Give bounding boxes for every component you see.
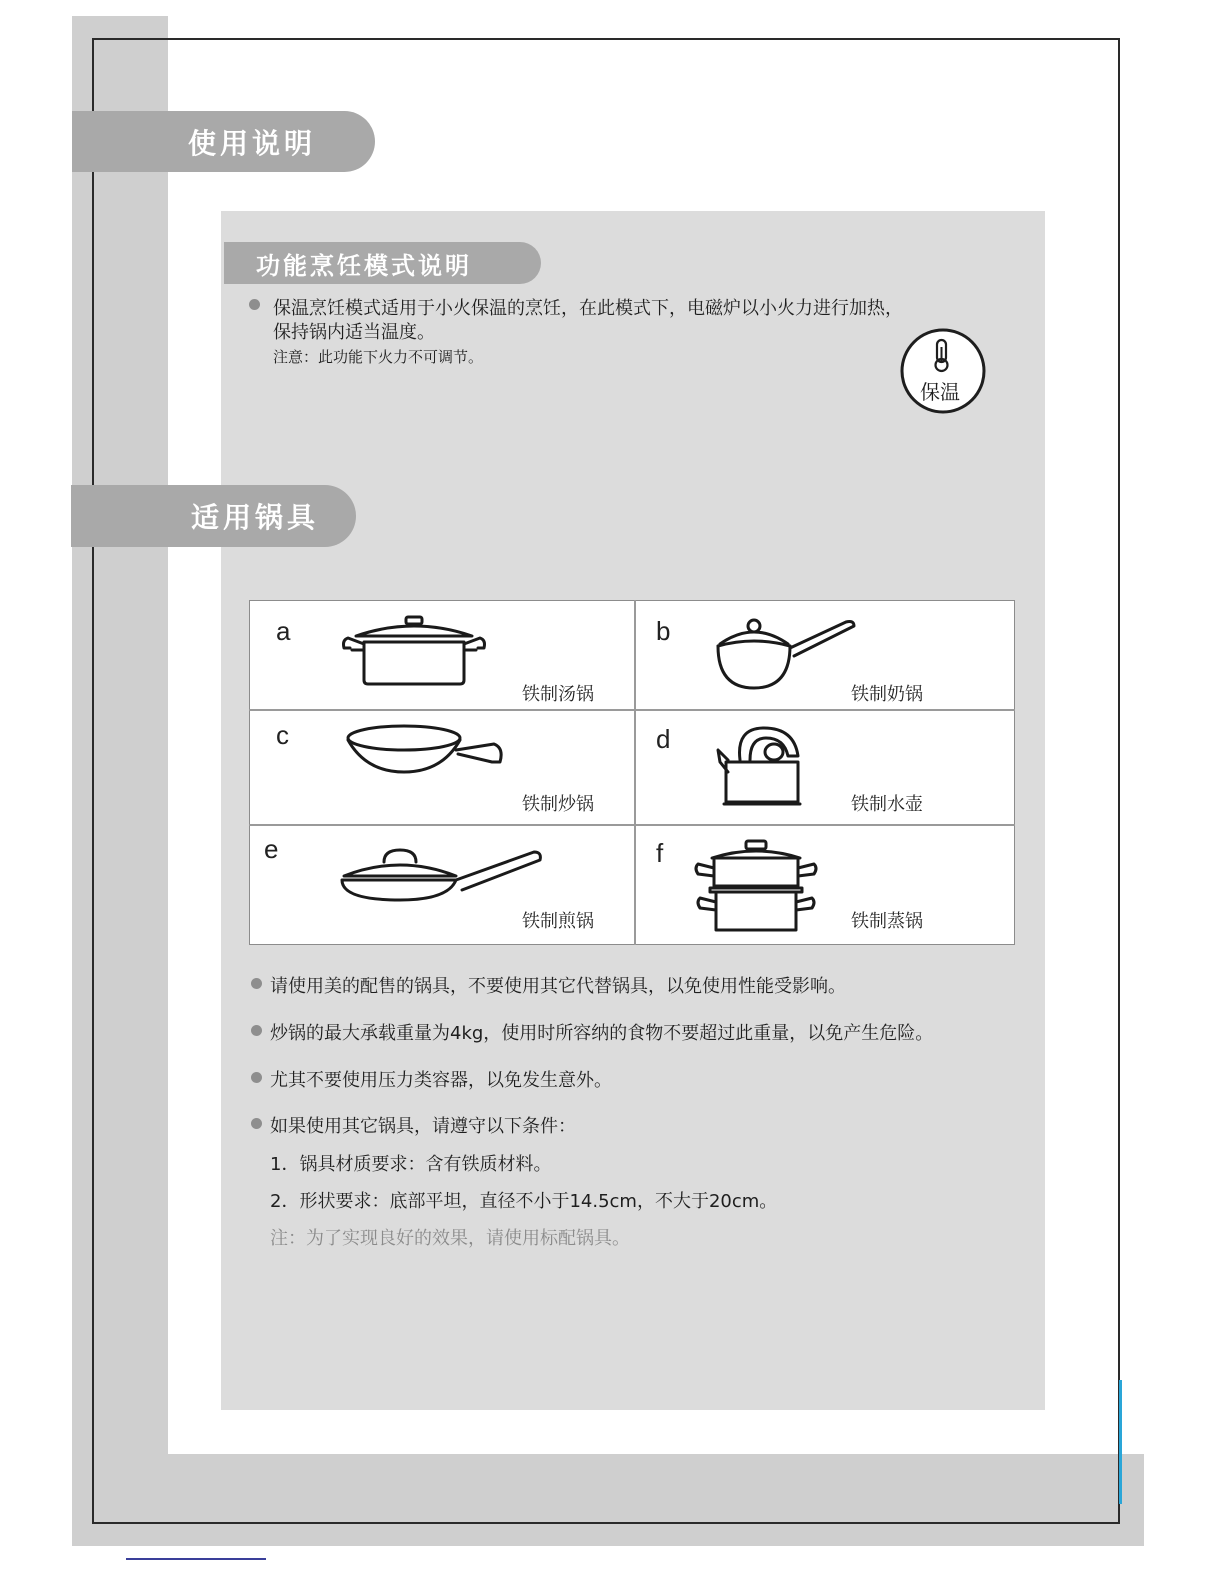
mode-description-line2: 保持锅内适当温度。 [273, 322, 435, 343]
bullet-icon [251, 1025, 262, 1036]
bullet-icon [251, 978, 262, 989]
mode-title: 功能烹饪模式说明 [256, 251, 472, 280]
section-tab-mode [224, 242, 541, 284]
grid-divider-vertical [634, 600, 636, 945]
cookware-label: 铁制汤锅 [522, 684, 594, 705]
condition-2: 2．形状要求：底部平坦，直径不小于14.5cm，不大于20cm。 [270, 1191, 778, 1212]
condition-1: 1．锅具材质要求：含有铁质材料。 [270, 1154, 552, 1175]
cookware-letter: d [656, 724, 671, 754]
cookware-label: 铁制炒锅 [522, 794, 594, 815]
bottom-underline [126, 1558, 266, 1560]
tip-note: 注：为了实现良好的效果，请使用标配锅具。 [270, 1228, 630, 1249]
section-tab-usage [72, 111, 375, 172]
note-4: 如果使用其它锅具，请遵守以下条件： [270, 1116, 576, 1137]
milk-pan-icon [714, 614, 858, 694]
accent-line [1119, 1380, 1122, 1504]
cookware-label: 铁制奶锅 [851, 684, 923, 705]
cookware-letter: b [656, 616, 671, 646]
note-1: 请使用美的配售的锅具，不要使用其它代替锅具，以免使用性能受影响。 [270, 976, 846, 997]
mode-note: 注意：此功能下火力不可调节。 [273, 348, 484, 366]
keep-warm-badge [899, 327, 987, 415]
cookware-letter: c [276, 720, 289, 750]
bullet-icon [251, 1118, 262, 1129]
wok-icon [344, 722, 506, 778]
bullet-icon [251, 1072, 262, 1083]
grid-divider-horizontal [249, 709, 1015, 711]
note-3: 尤其不要使用压力类容器，以免发生意外。 [270, 1070, 612, 1091]
kettle-icon [714, 724, 806, 808]
note-2: 炒锅的最大承载重量为4kg，使用时所容纳的食物不要超过此重量，以免产生危险。 [270, 1023, 934, 1044]
usage-title: 使用说明 [188, 126, 317, 160]
cookware-letter: a [276, 616, 291, 646]
bullet-icon [249, 299, 260, 310]
keep-warm-label: 保温 [920, 380, 960, 404]
section-tab-cookware [71, 485, 356, 547]
cookware-label: 铁制水壶 [851, 794, 923, 815]
grid-divider-horizontal [249, 824, 1015, 826]
cookware-letter: f [656, 838, 664, 868]
cookware-label: 铁制蒸锅 [851, 911, 923, 932]
steamer-icon [692, 838, 820, 936]
stock-pot-icon [340, 614, 488, 690]
mode-description-line1: 保温烹饪模式适用于小火保温的烹饪，在此模式下，电磁炉以小火力进行加热， [273, 298, 903, 319]
cookware-label: 铁制煎锅 [522, 911, 594, 932]
frying-pan-icon [338, 846, 544, 906]
cookware-letter: e [264, 834, 279, 864]
cookware-title: 适用锅具 [191, 501, 320, 534]
